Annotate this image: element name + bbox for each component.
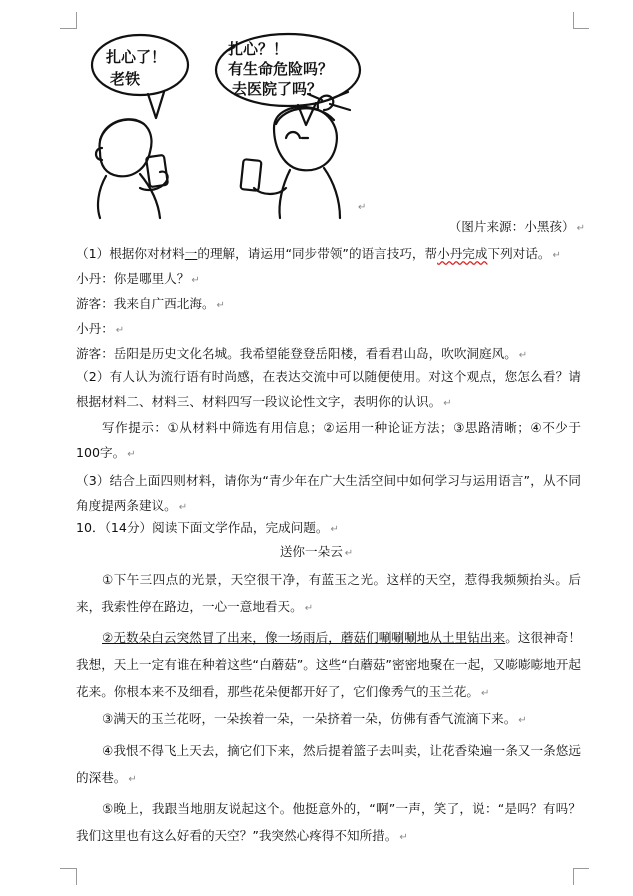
paragraph-mark: ↵ [358,202,367,213]
paragraph-mark: ↵ [330,524,339,535]
article-paragraph-3 [76,705,581,734]
article-paragraph-5 [76,795,581,851]
q1-prompt-before: （1）根据你对材料 [76,246,185,261]
q1-prompt-middle: 的理解，请运用“同步带领”的语言技巧，帮 [197,246,438,261]
paragraph-underlined-text: ②无数朵白云突然冒了出来，像一场雨后，蘑菇们唰唰唰地从土里钻出来 [102,630,506,645]
article-title-text: 送你一朵云 [279,544,343,559]
right-bubble-line-1: 扎心？！ [228,40,289,58]
paragraph-mark: ↵ [127,449,136,460]
paragraph-text: ③满天的玉兰花呀，一朵挨着一朵，一朵挤着一朵，仿佛有香气流滴下来。 [102,711,517,726]
article-paragraph-4 [76,737,581,793]
article-paragraph-1 [76,566,581,622]
right-bubble-line-2: 有生命危险吗？ [228,60,334,78]
q1-dialogue-line-1 [76,270,200,290]
left-person-body [98,174,160,218]
q1-dialogue-text: 游客：岳阳是历史文化名城。我希望能登登岳阳楼，看看君山岛，吹吹洞庭风。 [76,346,517,361]
q2-question [76,364,581,416]
paragraph-mark: ↵ [481,688,490,699]
paragraph-text: 。这很神奇！我想，天上一定有谁在种着这些“白蘑菇”。这些“白蘑菇”密密地聚在一起，又嘭嘭嘭地开起花来。你根本来不及细看，那些花朵便都开好了，它们像秀气的玉兰花。 [76,630,581,699]
image-source-caption [449,218,585,238]
article-paragraph-2 [76,624,581,707]
q1-prompt-material: 一 [184,246,198,261]
q1-dialogue-text: 小丹： [76,321,114,336]
image-source-text: （图片来源：小黑孩） [448,219,575,234]
right-phone [240,159,261,191]
paragraph-text: ①下午三四点的光景，天空很干净，有蓝玉之光。这样的天空，惹得我频频抬头。后来，我索性停在路边，一心一意地看天。 [76,572,581,614]
paragraph-mark: ↵ [191,275,200,286]
q2-writing-hint [76,415,581,467]
crop-mark-bottom-left-v [76,868,77,885]
left-bubble-line-2: 老铁 [110,70,141,88]
right-person-glasses [286,132,308,138]
crop-mark-top-left-v [76,12,77,29]
paragraph-mark: ↵ [216,300,225,311]
cartoon-illustration [78,20,368,220]
paragraph-mark: ↵ [552,250,561,261]
crop-mark-bottom-right-h [573,868,589,869]
paragraph-text: ⑤晚上，我跟当地朋友说起这个。他挺意外的，“啊”一声，笑了，说：“是吗？有吗？我们这里也有这么好看的天空？”我突然心疼得不知所措。 [76,801,581,843]
paragraph-mark: ↵ [178,502,188,513]
q2-question-text: （2）有人认为流行语有时尚感，在表达交流中可以随便使用。对这个观点，您怎么看？请根据材料二、材料三、材料四写一段议论性文字，表明你的认识。 [76,369,581,409]
crop-mark-top-right-h [573,28,589,29]
q3-question-text: （3）结合上面四则材料，请你为“青少年在广大生活空间中如何学习与运用语言”，从不同角度提两条建议。 [76,473,581,513]
paragraph-text: ④我恨不得飞上天去，摘它们下来，然后提着篮子去叫卖，让花香染遍一条又一条悠远的深巷。 [76,743,581,785]
q3-question [76,468,581,520]
left-person-hair [100,120,144,140]
q2-hint-text: 写作提示：①从材料中筛选有用信息；②运用一种论证方法；③思路清晰；④不少于100字。 [76,420,581,460]
paragraph-mark: ↵ [115,325,125,336]
crop-mark-bottom-right-v [573,868,574,885]
q1-dialogue-line-2 [76,295,225,315]
right-person-body [279,168,340,218]
q1-prompt [76,245,561,265]
paragraph-mark: ↵ [128,774,137,785]
q1-dialogue-line-4 [76,345,527,365]
paragraph-mark: ↵ [576,223,585,234]
left-bubble-line-1: 扎心了！ [106,48,167,66]
right-bubble-line-3: 去医院了吗？ [232,80,323,98]
paragraph-mark: ↵ [518,350,528,361]
q10-heading-text: 10．（14分）阅读下面文学作品，完成问题。 [76,520,329,535]
crop-mark-top-right-v [573,12,574,29]
paragraph-mark: ↵ [304,603,314,614]
crop-mark-top-left-h [60,28,76,29]
q1-prompt-after: 下列对话。 [487,246,551,261]
q1-dialogue-text: 小丹：你是哪里人？ [76,271,190,286]
paragraph-mark: ↵ [344,548,354,559]
left-bubble-tail [148,92,164,118]
article-title [0,542,633,564]
q1-prompt-name: 小丹完成 [437,246,488,261]
paragraph-mark: ↵ [443,398,452,409]
q1-dialogue-text: 游客：我来自广西北海。 [76,296,215,311]
q10-heading [76,519,339,539]
paragraph-mark: ↵ [399,832,408,843]
q1-dialogue-line-3 [76,320,124,340]
paragraph-mark: ↵ [518,715,527,726]
crop-mark-bottom-left-h [60,868,76,869]
